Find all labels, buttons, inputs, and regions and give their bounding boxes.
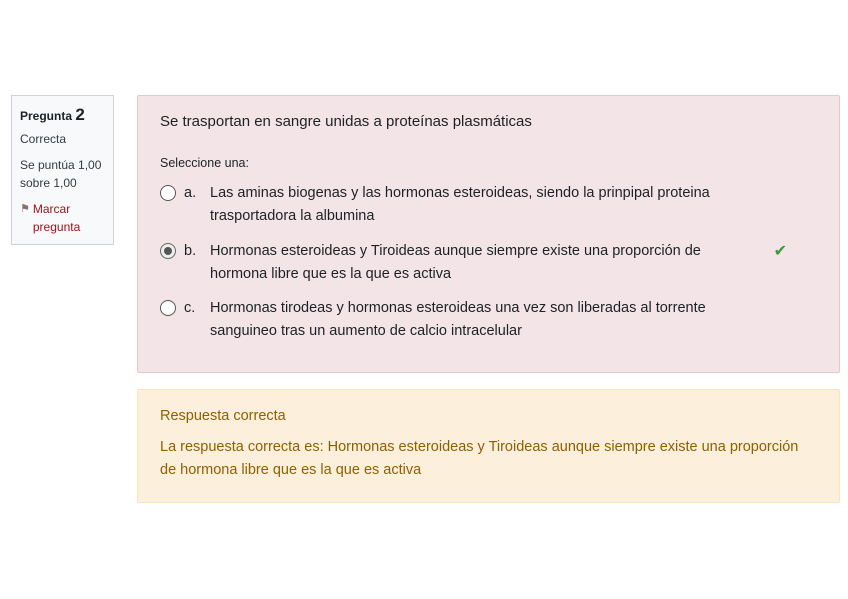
feedback-panel [137,389,840,503]
radio-a[interactable] [160,185,176,201]
question-grade: Se puntúa 1,00 sobre 1,00 [20,158,102,190]
question-label: Pregunta [20,109,73,123]
question-number [20,106,105,125]
answer-option-c[interactable] [160,297,817,343]
answer-letter: a. [184,185,197,201]
feedback-title: Respuesta correcta [160,408,286,424]
question-state: Correcta [20,132,67,146]
question-formulation [137,95,840,373]
answer-option-b[interactable] [160,240,817,286]
answer-text: Las aminas biogenas y las hormonas esteroideas, siendo la prinpipal proteina trasportadora la albumina [210,185,710,224]
question-info-panel [11,95,114,245]
answer-text: Hormonas esteroideas y Tiroideas aunque siempre existe una proporción de hormona libre que es la que es activa [210,243,701,282]
question-text: Se trasportan en sangre unidas a proteínas plasmáticas [160,113,532,130]
right-answer-text: La respuesta correcta es: Hormonas esteroideas y Tiroideas aunque siempre existe una proporción de hormona libre que es la que es activa [160,439,799,478]
question-number-value: 2 [75,105,85,124]
answer-text: Hormonas tirodeas y hormonas esteroideas una vez son liberadas al torrente sanguineo tras un aumento de calcio intracelular [210,300,706,339]
answer-letter: c. [184,300,196,316]
answer-letter: b. [184,243,197,259]
radio-c[interactable] [160,300,176,316]
answer-prompt: Seleccione una: [160,156,249,170]
flag-icon: ⚑ [20,203,30,215]
flag-question-link[interactable] [20,200,105,236]
flag-question-label: Marcar pregunta [32,202,81,234]
answer-option-a[interactable] [160,182,817,228]
correct-check-icon: ✔ [773,243,787,260]
radio-b[interactable] [160,243,176,259]
